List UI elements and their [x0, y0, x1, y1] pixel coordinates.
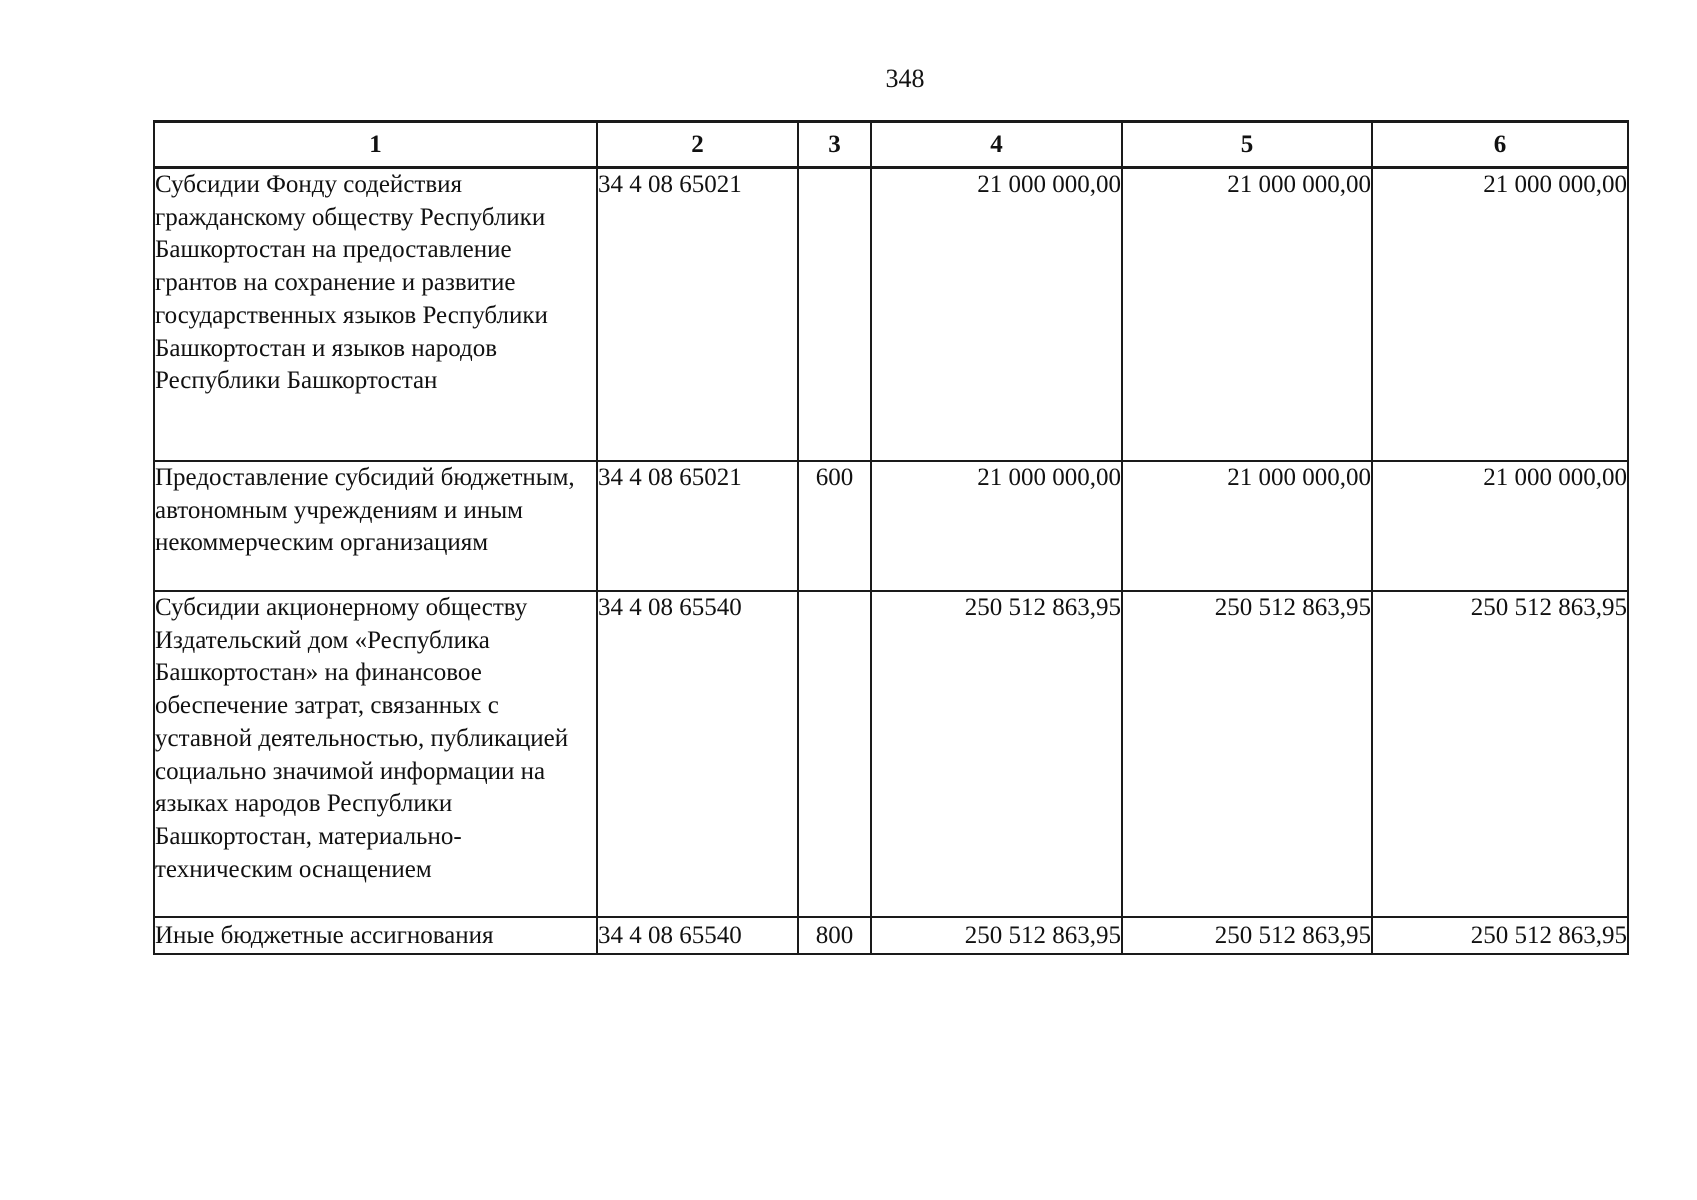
row-amount-col5: 250 512 863,95	[1122, 591, 1372, 917]
column-header-6: 6	[1372, 122, 1628, 168]
column-header-2: 2	[597, 122, 798, 168]
budget-table	[153, 120, 1629, 955]
row-amount-col6: 250 512 863,95	[1372, 591, 1628, 917]
page-number: 348	[885, 64, 925, 93]
row-code-cell: 34 4 08 65021	[597, 461, 798, 591]
row-code-cell: 34 4 08 65540	[597, 591, 798, 917]
row-amount-col4: 21 000 000,00	[871, 168, 1122, 462]
row-name-cell: Иные бюджетные ассигнования	[154, 917, 597, 954]
row-expense-type-cell	[798, 168, 871, 462]
row-amount-col6: 250 512 863,95	[1372, 917, 1628, 954]
row-amount-col4: 250 512 863,95	[871, 591, 1122, 917]
table-row	[154, 591, 1628, 917]
column-header-1: 1	[154, 122, 597, 168]
column-header-5: 5	[1122, 122, 1372, 168]
table-row	[154, 917, 1628, 954]
table-row	[154, 168, 1628, 462]
row-name-cell: Субсидии акционерному обществу Издательский дом «Республика Башкортостан» на финансовое обеспечение затрат, связанных с уставной деятельностью, публикацией социально значимой информации на языках народов Республики Башкортостан, материально-техническим оснащением	[154, 591, 597, 917]
column-header-4: 4	[871, 122, 1122, 168]
row-amount-col6: 21 000 000,00	[1372, 168, 1628, 462]
row-code-cell: 34 4 08 65540	[597, 917, 798, 954]
column-header-3: 3	[798, 122, 871, 168]
row-amount-col4: 21 000 000,00	[871, 461, 1122, 591]
row-expense-type-cell: 800	[798, 917, 871, 954]
row-name-cell: Предоставление субсидий бюджетным, автономным учреждениям и иным некоммерческим организациям	[154, 461, 597, 591]
row-amount-col4: 250 512 863,95	[871, 917, 1122, 954]
row-expense-type-cell	[798, 591, 871, 917]
row-code-cell: 34 4 08 65021	[597, 168, 798, 462]
table-row	[154, 461, 1628, 591]
row-name-cell: Субсидии Фонду содействия гражданскому обществу Республики Башкортостан на предоставление грантов на сохранение и развитие государственных языков Республики Башкортостан и языков народов Республики Башкортостан	[154, 168, 597, 462]
header-row	[154, 122, 1628, 168]
row-amount-col6: 21 000 000,00	[1372, 461, 1628, 591]
row-amount-col5: 21 000 000,00	[1122, 168, 1372, 462]
row-amount-col5: 250 512 863,95	[1122, 917, 1372, 954]
row-amount-col5: 21 000 000,00	[1122, 461, 1372, 591]
row-expense-type-cell: 600	[798, 461, 871, 591]
